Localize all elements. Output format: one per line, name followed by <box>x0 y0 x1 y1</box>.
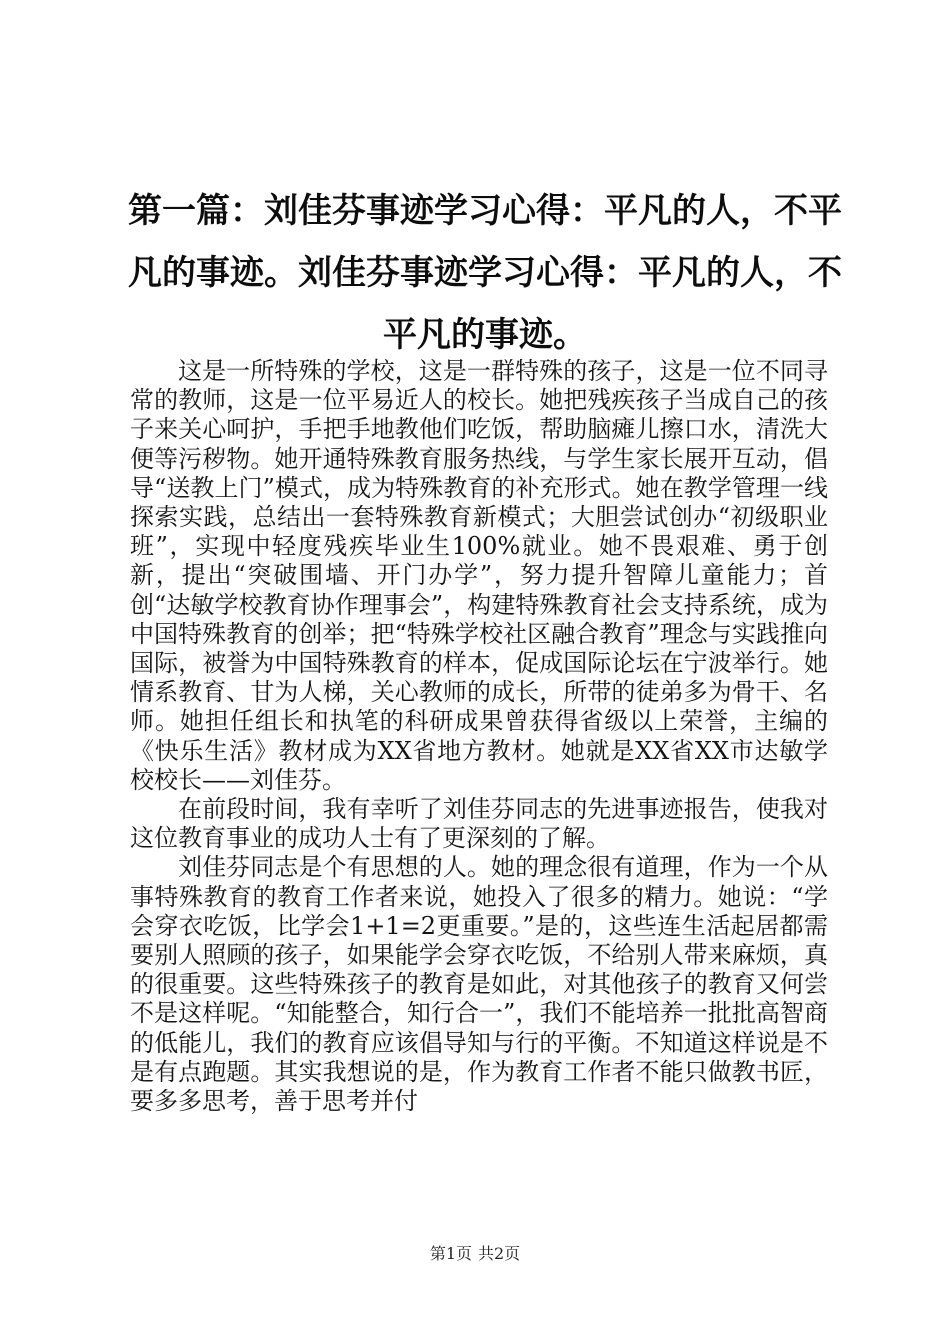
body-paragraph-2: 在前段时间，我有幸听了刘佳芬同志的先进事迹报告，使我对这位教育事业的成功人士有了更深刻的了解。 <box>130 795 828 853</box>
document-title: 第一篇：刘佳芬事迹学习心得：平凡的人，不平凡的事迹。刘佳芬事迹学习心得：平凡的人，不平凡的事迹。 <box>128 191 842 355</box>
body-paragraph-1: 这是一所特殊的学校，这是一群特殊的孩子，这是一位不同寻常的教师，这是一位平易近人的校长。她把残疾孩子当成自己的孩子来关心呵护，手把手地教他们吃饭，帮助脑瘫儿擦口水，清洗大便等污秽物。她开通特殊教育服务热线，与学生家长展开互动，倡导“送教上门”模式，成为特殊教育的补充形式。她在教学管理一线探索实践，总结出一套特殊教育新模式；大胆尝试创办“初级职业班”，实现中轻度残疾毕业生100%就业。她不畏艰难、勇于创新，提出“突破围墙、开门办学”，努力提升智障儿童能力；首创“达敏学校教育协作理事会”，构建特殊教育社会支持系统，成为中国特殊教育的创举；把“特殊学校社区融合教育”理念与实践推向国际，被誉为中国特殊教育的样本，促成国际论坛在宁波举行。她情系教育、甘为人梯，关心教师的成长，所带的徒弟多为骨干、名师。她担任组长和执笔的科研成果曾获得省级以上荣誉，主编的《快乐生活》教材成为XX省地方教材。她就是XX省XX市达敏学校校长——刘佳芬。 <box>130 357 828 794</box>
page-total: 共2页 <box>478 1244 521 1263</box>
document-body <box>130 357 828 1116</box>
body-paragraph-3: 刘佳芬同志是个有思想的人。她的理念很有道理，作为一个从事特殊教育的教育工作者来说，她投入了很多的精力。她说：“学会穿衣吃饭，比学会1+1=2更重要。”是的，这些连生活起居都需要别人照顾的孩子，如果能学会穿衣吃饭，不给别人带来麻烦，真的很重要。这些特殊孩子的教育是如此，对其他孩子的教育又何尝不是这样呢。“知能整合，知行合一”，我们不能培养一批批高智商的低能儿，我们的教育应该倡导知与行的平衡。不知道这样说是不是有点跑题。其实我想说的是，作为教育工作者不能只做教书匠，要多多思考，善于思考并付 <box>130 853 828 1116</box>
page-number: 第1页 <box>429 1244 472 1263</box>
page-footer <box>0 1244 950 1264</box>
